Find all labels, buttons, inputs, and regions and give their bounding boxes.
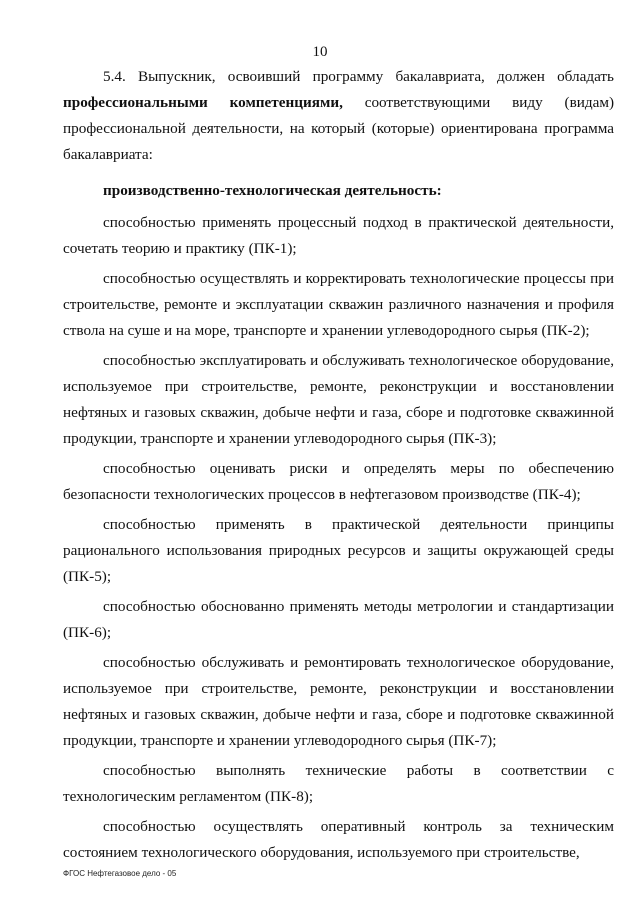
section-title: производственно-технологическая деятельность: bbox=[103, 182, 442, 199]
intro-text-end: соответствующими виду (видам) профессиональной деятельности, на который (которые) ориентирована программа бакалавриата: bbox=[63, 94, 615, 163]
competency-item-partial: способностью осуществлять оперативный контроль за техническим состоянием технологического оборудования, используемого при строительстве, bbox=[63, 818, 614, 861]
competency-item-pk1: способностью применять процессный подход в практической деятельности, сочетать теорию и практику (ПК-1); bbox=[63, 214, 614, 257]
competency-item-pk6: способностью обоснованно применять методы метрологии и стандартизации (ПК-6); bbox=[63, 598, 614, 641]
intro-paragraph bbox=[63, 64, 614, 168]
competency-item-pk8: способностью выполнять технические работы в соответствии с технологическим регламентом (ПК-8); bbox=[63, 762, 614, 805]
document-footer: ФГОС Нефтегазовое дело - 05 bbox=[63, 869, 177, 878]
competency-item-pk5: способностью применять в практической деятельности принципы рационального использования природных ресурсов и защиты окружающей среды (ПК-5); bbox=[63, 516, 614, 585]
competency-item-pk4: способностью оценивать риски и определять меры по обеспечению безопасности технологических процессов в нефтегазовом производстве (ПК-4); bbox=[63, 460, 614, 503]
page-number: 10 bbox=[312, 44, 328, 60]
intro-bold-term: профессиональными компетенциями, bbox=[63, 94, 343, 111]
competency-item-pk2: способностью осуществлять и корректировать технологические процессы при строительстве, ремонте и эксплуатации скважин различного назначения и профиля ствола на суше и на море, транспорте и хранении углеводородного сырья (ПК-2); bbox=[63, 270, 614, 339]
competency-item-pk3: способностью эксплуатировать и обслуживать технологическое оборудование, используемое при строительстве, ремонте, реконструкции и восстановлении нефтяных и газовых скважин, добыче нефти и газа, сборе и подготовке скважинной продукции, транспорте и хранении углеводородного сырья (ПК-3); bbox=[63, 352, 614, 447]
document-body bbox=[63, 64, 614, 870]
intro-text-start: 5.4. Выпускник, освоивший программу бакалавриата, должен обладать bbox=[103, 68, 614, 85]
competency-item-pk7: способностью обслуживать и ремонтировать технологическое оборудование, используемое при строительстве, ремонте, реконструкции и восстановлении нефтяных и газовых скважин, добыче нефти и газа, сборе и подготовке скважинной продукции, транспорте и хранении углеводородного сырья (ПК-7); bbox=[63, 654, 614, 749]
